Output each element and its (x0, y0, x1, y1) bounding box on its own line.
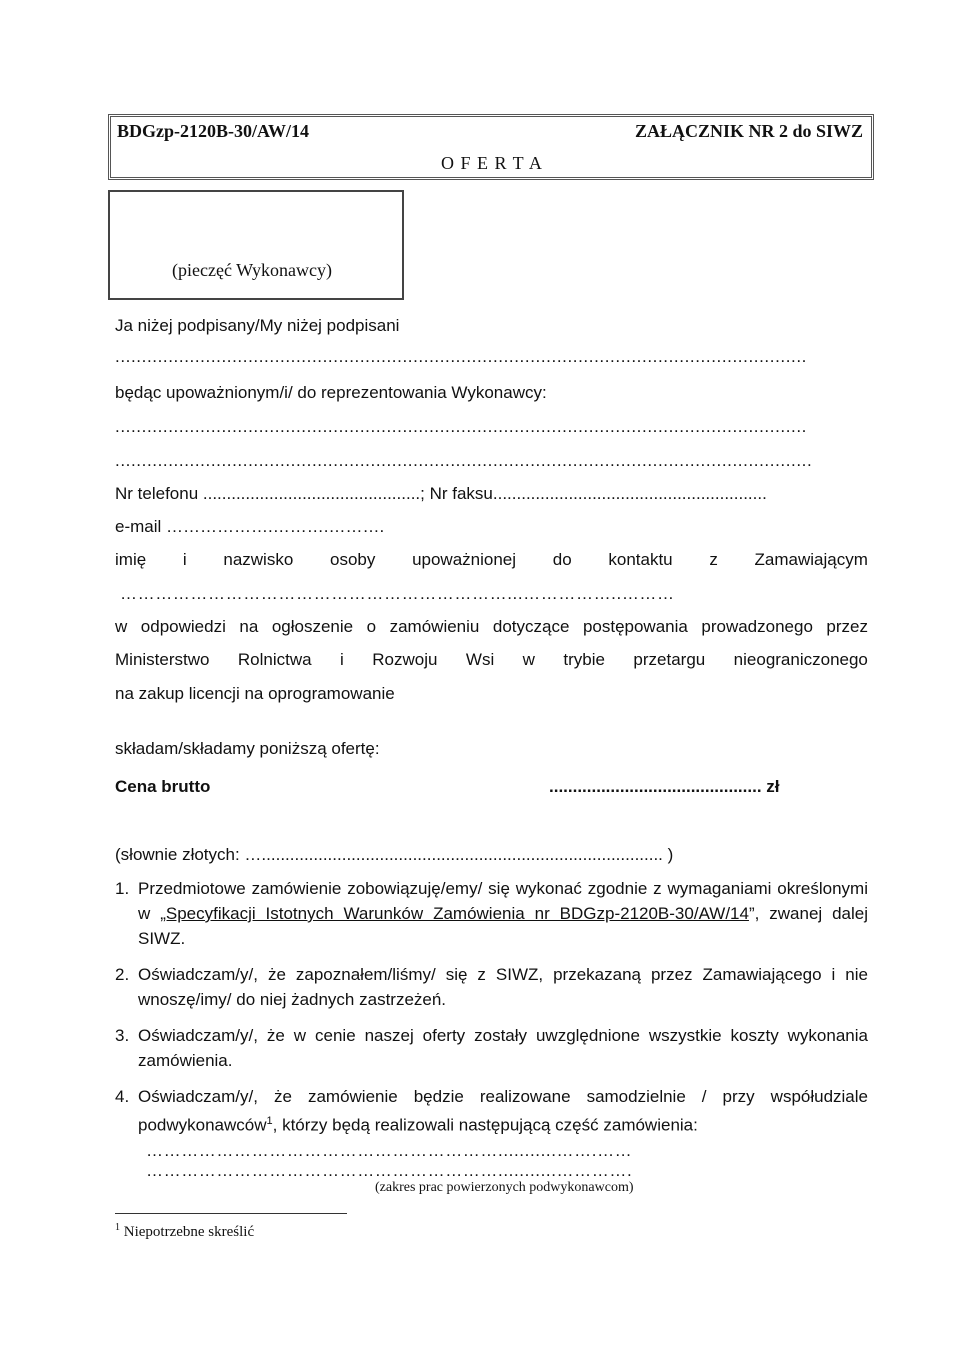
word: kontaktu (608, 550, 673, 569)
word: w (115, 617, 128, 636)
item-number: 4. (115, 1087, 130, 1106)
contractor-stamp-box (108, 190, 404, 300)
item-number: 3. (115, 1026, 130, 1045)
word: do (552, 550, 572, 569)
email-line: e-mail ……………….……….………. (115, 517, 385, 536)
word: Rozwoju (372, 650, 438, 669)
word: i (182, 550, 187, 569)
footnote-divider (115, 1213, 347, 1214)
item-text (138, 876, 868, 951)
signed-dots: .................................................................................................................................. (115, 347, 808, 366)
list-item (115, 1023, 868, 1073)
word: i (340, 650, 344, 669)
word: trybie (563, 650, 605, 669)
word: Rolnictwa (237, 650, 312, 669)
phone-fax-line: Nr telefonu ..............................................; Nr faksu.......................................................... (115, 484, 767, 503)
price-value: ............................................. zł (549, 777, 780, 796)
response-line-3: na zakup licencji na oprogramowanie (115, 684, 395, 703)
word: Ministerstwo (115, 650, 210, 669)
word: nazwisko (223, 550, 294, 569)
rep-dots-1: .................................................................................................................................. (115, 417, 808, 436)
subcontract-dots-2: ……………………………………………………...........…………. (146, 1161, 633, 1180)
representing-line: będąc upoważnionym/i/ do reprezentowania Wykonawcy: (115, 383, 547, 402)
response-line-2 (115, 650, 868, 670)
word: ogłoszenie (271, 617, 354, 636)
item-text (138, 1084, 868, 1138)
item-text: Oświadczam/y/, że zapoznałem/liśmy/ się z SIWZ, przekazaną przez Zamawiającego i nie wnoszę/imy/ do niej żadnych zastrzeżeń. (138, 965, 868, 1009)
footnote-marker: 1 (266, 1115, 273, 1127)
word: Zamawiającym (754, 550, 868, 569)
contact-person-line (115, 550, 868, 570)
list-item (115, 1084, 868, 1138)
item-text-part: ”, zwanej dalej SIWZ. (138, 904, 869, 948)
word: upoważnionej (412, 550, 517, 569)
price-in-words-line: (słownie złotych: …..................................................................................... ) (115, 845, 674, 864)
subcontract-dots-1: ……………………………………………………...........…….…… (146, 1141, 633, 1160)
offer-title: O F E R T A (441, 153, 543, 173)
word: przez (826, 617, 868, 636)
word: odpowiedzi (140, 617, 226, 636)
header-box (108, 114, 874, 180)
list-item (115, 876, 868, 951)
siwz-reference: „Specyfikacji Istotnych Warunków Zamówienia nr BDGzp-2120B-30/AW/14 (160, 904, 749, 923)
item-text-part: Przedmiotowe zamówienie zobowiązuję/emy/ się wykonać zgodnie z wymaganiami określonymi w (138, 879, 868, 923)
signed-line: Ja niżej podpisany/My niżej podpisani (115, 316, 400, 335)
word: o (366, 617, 377, 636)
submit-offer-line: składam/składamy poniższą ofertę: (115, 739, 380, 758)
item-text: Oświadczam/y/, że w cenie naszej oferty zostały uwzględnione wszystkie koszty wykonania zamówienia. (138, 1026, 868, 1070)
word: dotyczące (492, 617, 570, 636)
word: nieograniczonego (733, 650, 868, 669)
rep-dots-2: ................................................................................................................................... (115, 451, 813, 470)
item-number: 1. (115, 879, 130, 898)
item-text-part: , którzy będą realizowali następującą część zamówienia: (272, 1115, 698, 1135)
list-item (115, 962, 868, 1012)
document-code: BDGzp-2120B-30/AW/14 (117, 121, 310, 141)
word: zamówieniu (389, 617, 480, 636)
word: na (239, 617, 259, 636)
response-line-1 (115, 617, 868, 637)
item-number: 2. (115, 965, 130, 984)
word: w (522, 650, 535, 669)
word: imię (115, 550, 147, 569)
word: przetargu (633, 650, 706, 669)
subcontract-caption: (zakres prac powierzonych podwykonawcom) (375, 1180, 634, 1195)
word: z (709, 550, 718, 569)
word: postępowania (582, 617, 688, 636)
price-label: Cena brutto (115, 777, 211, 796)
word: prowadzonego (701, 617, 813, 636)
annex-label: ZAŁĄCZNIK NR 2 do SIWZ (634, 121, 863, 141)
word: osoby (329, 550, 376, 569)
word: Wsi (465, 650, 495, 669)
item-text-part: Oświadczam/y/, że zamówienie będzie realizowane samodzielnie / przy współudziale podwykonawców (138, 1087, 868, 1135)
footnote-text: Niepotrzebne skreślić (123, 1224, 255, 1240)
footnote (115, 1222, 254, 1241)
stamp-label: (pieczęć Wykonawcy) (172, 260, 332, 280)
contact-dots: …………………………………………………………...……………..……… (120, 584, 675, 603)
footnote-number: 1 (115, 1222, 120, 1233)
